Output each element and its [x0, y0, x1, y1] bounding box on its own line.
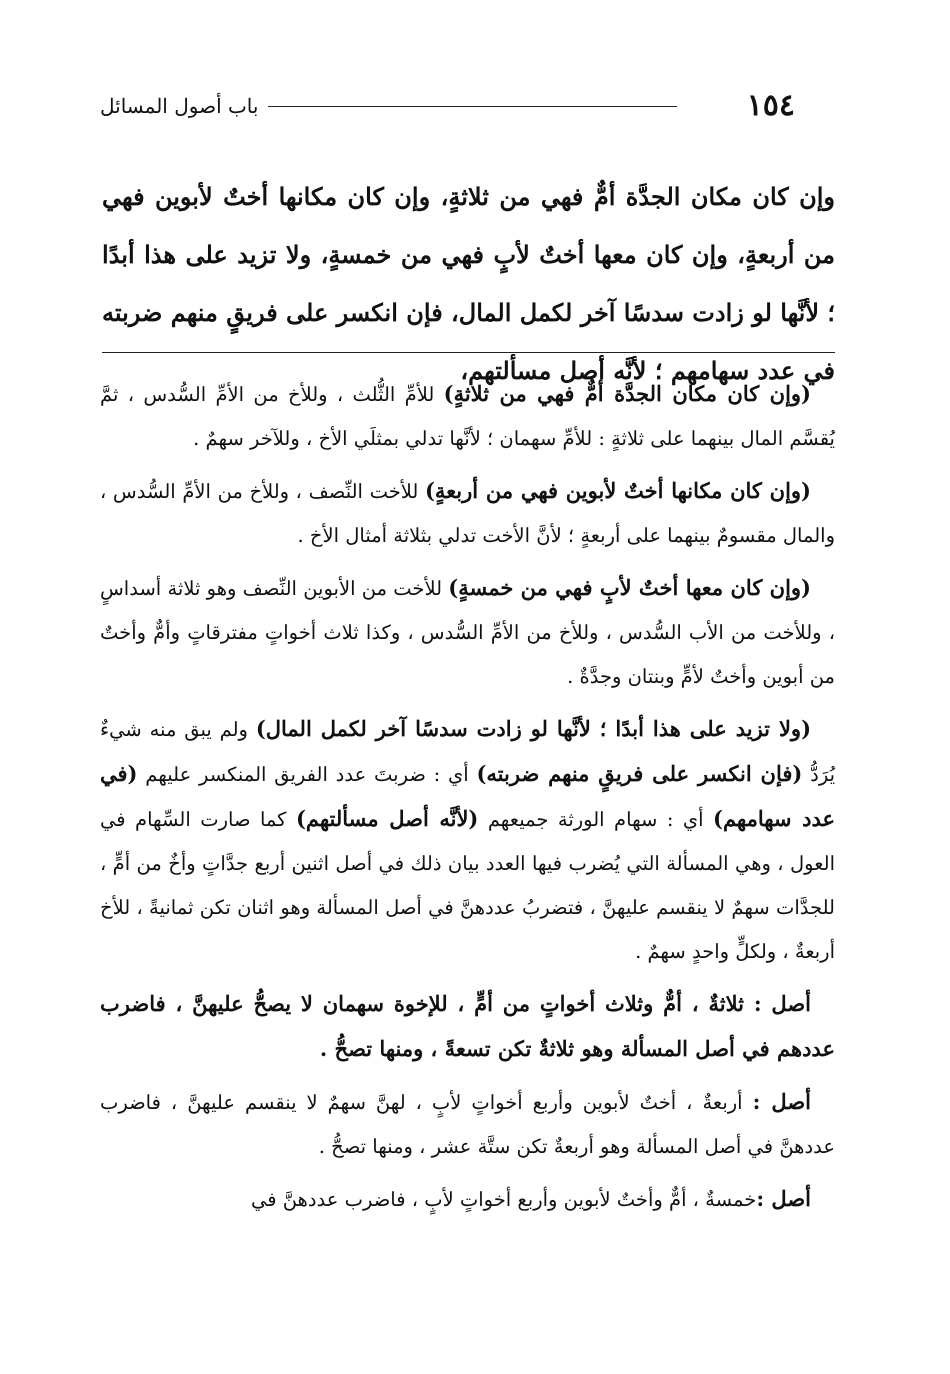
main-text-paragraph: وإن كان مكان الجدَّة أمٌّ فهي من ثلاثةٍ، وإن كان مكانها أختٌ لأبوين فهي من أربعةٍ، وإن كان معها أختٌ لأبٍ فهي من خمسةٍ، ولا تزيد على هذا أبدًا ؛ لأنَّها لو زادت سدسًا آخر لكمل المال، فإن انكسر على فريقٍ منهم ضربته في عدد سهامهم ؛ لأنَّه أصل مسألتهم، [102, 182, 835, 385]
page-number: ١٥٤ [746, 88, 795, 123]
quoted-text: (ولا تزيد على هذا أبدًا ؛ لأنَّها لو زادت سدسًا آخر لكمل المال) [255, 716, 812, 741]
quoted-text: (لأنَّه أصل مسألتهم) [295, 806, 479, 831]
chapter-title: باب أصول المسائل [100, 94, 259, 118]
commentary-text: خمسةٌ ، أمٌّ وأختٌ لأبوين وأربع أخواتٍ لأبٍ ، فاضرب عددهنَّ في [250, 1188, 757, 1211]
commentary-paragraph [100, 1177, 835, 1222]
quoted-text: (وإن كان معها أختٌ لأبٍ فهي من خمسةٍ) [448, 575, 811, 600]
commentary-text: أي : سهام الورثة جميعهم [478, 808, 714, 831]
quoted-text: (فإن انكسر على فريقٍ منهم ضربته) [476, 761, 803, 786]
commentary-paragraph [100, 372, 835, 461]
commentary-paragraph [100, 1080, 835, 1169]
section-label: أصل : [753, 991, 811, 1016]
commentary-paragraph [100, 469, 835, 558]
section-label: أصل : [756, 1186, 811, 1211]
commentary-paragraph [100, 566, 835, 699]
commentary-text: للأمِّ الثُّلث ، وللأخ من الأمِّ السُّدس ، ثمَّ يُقسَّم المال بينهما على ثلاثةٍ : للأمِّ سهمان ؛ لأنَّها تدلي بمثلَي الأخ ، وللآخر سهمٌ . [100, 383, 835, 450]
commentary-paragraph [100, 707, 835, 974]
quoted-text: (وإن كان مكان الجدَّة أمٌّ فهي من ثلاثةٍ) [443, 381, 811, 406]
quoted-text: (في عدد سهامهم) [100, 761, 836, 831]
commentary-text: للأخت النِّصف ، وللأخ من الأمِّ السُّدس ، والمال مقسومٌ بينهما على أربعةٍ ؛ لأنَّ الأخت تدلي بثلاثة أمثال الأخ . [100, 480, 835, 547]
commentary-text: ثلاثةٌ ، أمٌّ وثلاث أخواتٍ من أمٍّ ، للإخوة سهمان لا يصحُّ عليهنَّ ، فاضرب عددهم في أصل المسألة وهو ثلاثةٌ تكن تسعةً ، ومنها تصحُّ . [100, 991, 835, 1061]
commentary-text: للأخت من الأبوين النِّصف وهو ثلاثة أسداسٍ ، وللأخت من الأب السُّدس ، وللأخ من الأمِّ السُّدس ، وكذا ثلاث أخواتٍ مفترقاتٍ وأمٌّ وأختٌ من أبوين وأختٌ لأمٍّ وبنتان وجدَّةٌ . [100, 577, 835, 688]
section-label: أصل : [752, 1089, 811, 1114]
commentary-text: أربعةٌ ، أختٌ لأبوين وأربع أخواتٍ لأبٍ ، لهنَّ سهمٌ لا ينقسم عليهنَّ ، فاضرب عددهنَّ في أصل المسألة وهو أربعةٌ تكن ستَّة عشر ، ومنها تصحُّ . [100, 1091, 835, 1158]
header-rule [268, 106, 677, 107]
page-header [100, 86, 795, 130]
quoted-text: (وإن كان مكانها أختٌ لأبوين فهي من أربعةٍ) [424, 478, 811, 503]
commentary-paragraph [100, 982, 835, 1072]
commentary-text: أي : ضربتَ عدد الفريق المنكسر عليهم [137, 763, 477, 786]
main-text [102, 168, 835, 400]
text-divider [102, 352, 835, 353]
commentary [100, 372, 835, 1230]
commentary-text: كما صارت السِّهام في العول ، وهي المسألة التي يُضرب فيها العدد بيان ذلك في أصل اثنين أربع جدَّاتٍ وأخٌ من أمٍّ ، للجدَّات سهمٌ لا ينقسم عليهنَّ ، فتضربُ عددهنَّ في أصل المسألة وهو اثنان تكن ثمانيةً ، للأخ أربعةٌ ، ولكلٍّ واحدٍ سهمٌ . [100, 808, 835, 963]
commentary-text: ولم يبق منه شيءٌ يُرَدُّ [100, 718, 836, 786]
